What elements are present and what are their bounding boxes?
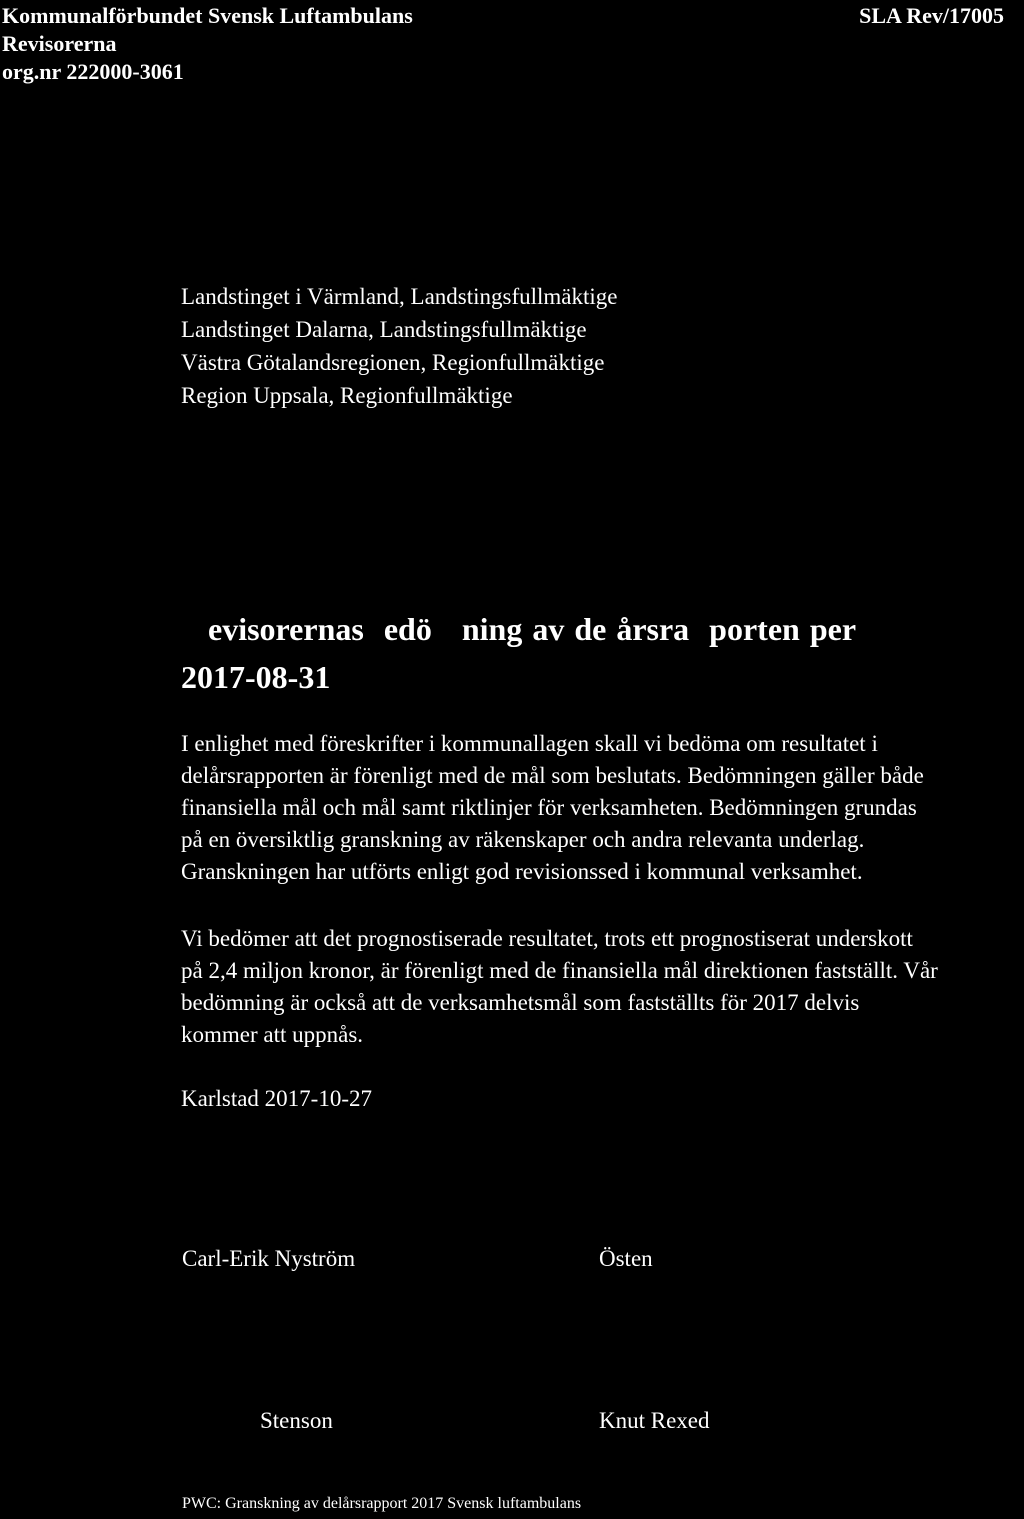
recipient-line: Landstinget i Värmland, Landstingsfullmäktige	[181, 284, 618, 309]
document-title: evisorernas edö ning av de årsra porten per	[208, 611, 857, 647]
text-line: på en översiktlig granskning av räkenskaper och andra relevanta underlag.	[181, 827, 865, 852]
document-title-date: 2017-08-31	[181, 659, 331, 695]
recipient-line: Landstinget Dalarna, Landstingsfullmäktige	[181, 317, 587, 342]
department-name: Revisorerna	[2, 31, 117, 56]
text-line: på 2,4 miljon kronor, är förenligt med de finansiella mål direktionen fastställt. Vår	[181, 958, 938, 983]
signature-name: Östen	[599, 1246, 653, 1271]
recipient-line: Region Uppsala, Regionfullmäktige	[181, 383, 513, 408]
text-line: Granskningen har utförts enligt god revisionssed i kommunal verksamhet.	[181, 859, 863, 884]
place-and-date: Karlstad 2017-10-27	[181, 1086, 372, 1111]
paragraph-assessment-basis	[181, 728, 924, 888]
text-line: finansiella mål och mål samt riktlinjer för verksamheten. Bedömningen grundas	[181, 795, 917, 820]
organization-name: Kommunalförbundet Svensk Luftambulans	[2, 3, 413, 28]
signature-name: Knut Rexed	[599, 1408, 710, 1433]
text-line: I enlighet med föreskrifter i kommunallagen skall vi bedöma om resultatet i	[181, 731, 878, 756]
text-line: bedömning är också att de verksamhetsmål som fastställts för 2017 delvis	[181, 990, 860, 1015]
paragraph-conclusion	[181, 923, 938, 1051]
page-footer: PWC: Granskning av delårsrapport 2017 Svensk luftambulans	[182, 1495, 582, 1512]
signature-name: Carl-Erik Nyström	[182, 1246, 356, 1271]
signature-name: Stenson	[260, 1408, 333, 1433]
org-number: org.nr 222000-3061	[2, 59, 184, 84]
text-line: delårsrapporten är förenligt med de mål som beslutats. Bedömningen gäller både	[181, 763, 924, 788]
document-reference: SLA Rev/17005	[859, 3, 1004, 28]
recipient-list	[181, 280, 618, 412]
text-line: kommer att uppnås.	[181, 1022, 364, 1047]
recipient-line: Västra Götalandsregionen, Regionfullmäktige	[181, 350, 605, 375]
text-line: Vi bedömer att det prognostiserade resultatet, trots ett prognostiserat underskott	[181, 926, 913, 951]
